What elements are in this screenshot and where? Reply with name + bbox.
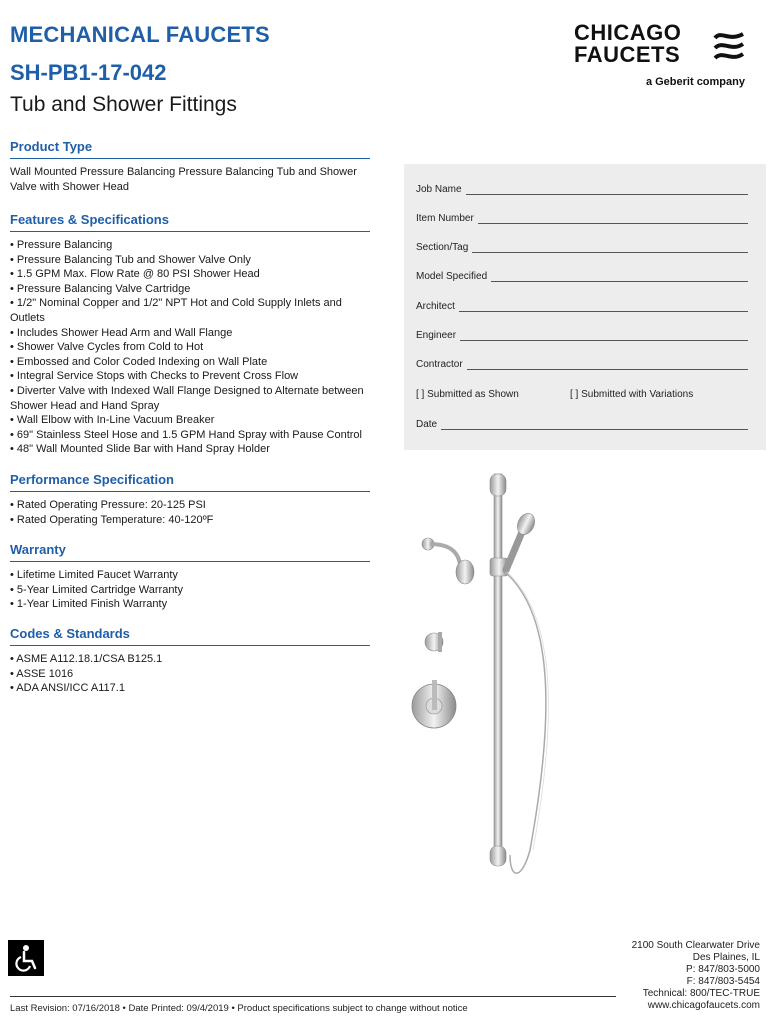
wheelchair-icon (8, 940, 44, 976)
feature-item: • 69" Stainless Steel Hose and 1.5 GPM Hand Spray with Pause Control (10, 428, 362, 441)
address-line: 2100 South Clearwater Drive (631, 940, 760, 951)
logo-line-2: FAUCETS (574, 42, 681, 67)
submitted-as-shown-checkbox[interactable]: [ ] Submitted as Shown (416, 389, 519, 400)
section-tag-label: Section/Tag (416, 242, 469, 253)
feature-item: • 48" Wall Mounted Slide Bar with Hand Spray Holder (10, 443, 270, 456)
warranty-item: • 5-Year Limited Cartridge Warranty (10, 583, 183, 596)
code-item: • ASSE 1016 (10, 667, 74, 680)
feature-item: • Pressure Balancing Valve Cartridge (10, 282, 191, 295)
document-title: MECHANICAL FAUCETS (10, 22, 270, 47)
model-specified-field[interactable] (416, 271, 748, 282)
feature-item: • Wall Elbow with In-Line Vacuum Breaker (10, 414, 215, 427)
section-tag-field[interactable] (416, 242, 748, 253)
section-features (10, 212, 370, 457)
faucet-wave-icon (711, 28, 747, 66)
item-number-label: Item Number (416, 213, 474, 224)
feature-item: • Pressure Balancing (10, 239, 113, 251)
phone-line: P: 847/803-5000 (686, 964, 760, 975)
job-info-form (404, 164, 766, 450)
section-product-type (10, 139, 370, 194)
feature-item: • 1.5 GPM Max. Flow Rate @ 80 PSI Shower Head (10, 268, 260, 281)
model-specified-label: Model Specified (416, 271, 488, 282)
revision-note: Last Revision: 07/16/2018 • Date Printed: 09/4/2019 • Product specifications subject to change without notice (10, 1003, 468, 1014)
website-link[interactable]: www.chicagofaucets.com (647, 1000, 760, 1011)
performance-item: • Rated Operating Temperature: 40-120ºF (10, 513, 214, 526)
feature-item: • 1/2" Nominal Copper and 1/2" NPT Hot and Cold Supply Inlets and Outlets (10, 297, 342, 324)
job-name-field[interactable] (416, 184, 748, 195)
feature-item: • Shower Valve Cycles from Cold to Hot (10, 341, 204, 354)
feature-item: • Pressure Balancing Tub and Shower Valve Only (10, 253, 251, 266)
engineer-label: Engineer (416, 330, 457, 341)
contractor-field[interactable] (416, 359, 748, 370)
architect-field[interactable] (416, 301, 748, 312)
warranty-item: • Lifetime Limited Faucet Warranty (10, 569, 178, 581)
section-warranty (10, 542, 370, 612)
footer-divider (10, 996, 616, 997)
product-type-text: Wall Mounted Pressure Balancing Pressure Balancing Tub and Shower Valve with Shower Head (10, 166, 357, 193)
logo-tagline: a Geberit company (645, 76, 745, 88)
contractor-label: Contractor (416, 359, 463, 370)
document-subtitle: Tub and Shower Fittings (10, 93, 237, 116)
logo-line-1: CHICAGO (574, 20, 682, 45)
model-number: SH-PB1-17-042 (10, 60, 167, 85)
job-name-label: Job Name (416, 184, 462, 195)
section-codes (10, 626, 370, 696)
engineer-field[interactable] (416, 330, 748, 341)
technical-line: Technical: 800/TEC-TRUE (642, 988, 760, 999)
feature-item: • Integral Service Stops with Checks to Prevent Cross Flow (10, 370, 299, 383)
company-address (632, 940, 760, 1012)
feature-item: • Diverter Valve with Indexed Wall Flange Designed to Alternate between Shower Head and Hand Spray (10, 384, 364, 412)
section-heading: Product Type (10, 139, 370, 159)
date-label: Date (416, 419, 438, 430)
section-performance (10, 472, 370, 527)
feature-item: • Embossed and Color Coded Indexing on Wall Plate (10, 355, 268, 368)
code-item: • ASME A112.18.1/CSA B125.1 (10, 653, 163, 665)
item-number-field[interactable] (416, 213, 748, 224)
submitted-with-variations-checkbox[interactable]: [ ] Submitted with Variations (570, 389, 694, 400)
section-heading: Codes & Standards (10, 626, 370, 646)
chicago-faucets-logo (574, 22, 749, 92)
fax-line: F: 847/803-5454 (686, 976, 760, 987)
architect-label: Architect (416, 301, 455, 312)
feature-item: • Includes Shower Head Arm and Wall Flange (10, 326, 233, 339)
address-line: Des Plaines, IL (692, 952, 760, 963)
warranty-item: • 1-Year Limited Finish Warranty (10, 598, 168, 611)
date-field[interactable] (416, 419, 748, 430)
section-heading: Performance Specification (10, 472, 370, 492)
code-item: • ADA ANSI/ICC A117.1 (10, 682, 125, 695)
section-heading: Warranty (10, 542, 370, 562)
product-illustration (410, 460, 580, 880)
section-heading: Features & Specifications (10, 212, 370, 232)
performance-item: • Rated Operating Pressure: 20-125 PSI (10, 499, 206, 511)
